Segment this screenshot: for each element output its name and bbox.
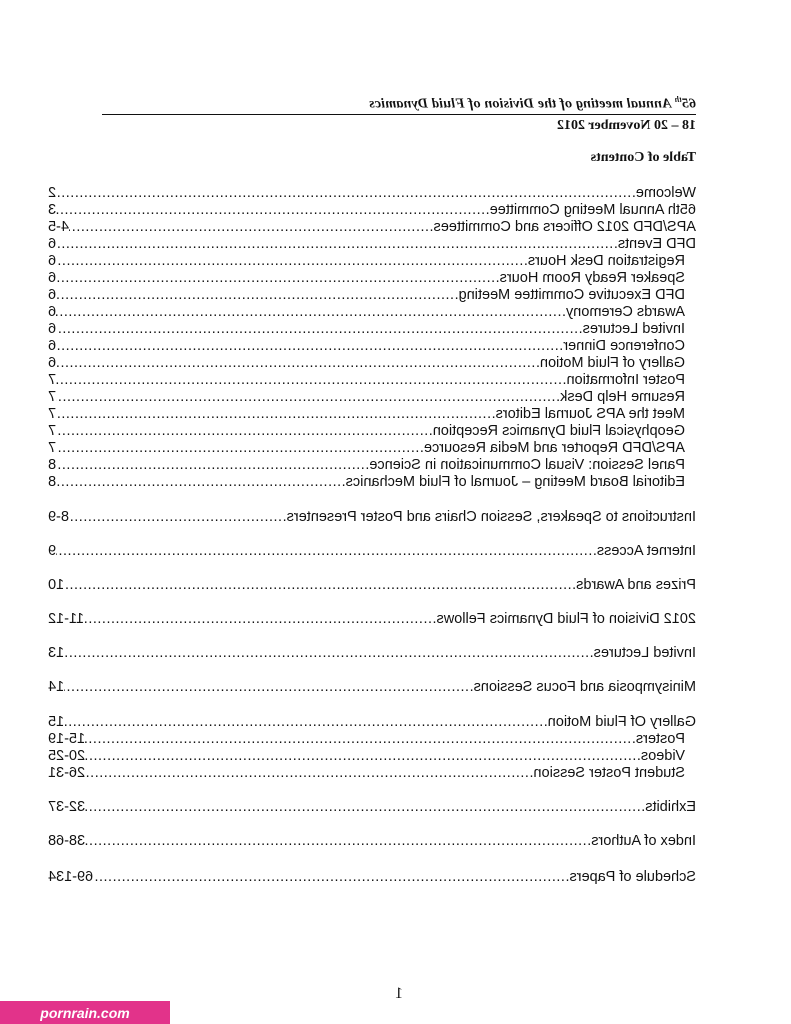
- toc-entry-page: 32-37: [48, 799, 86, 815]
- dot-leader: [84, 611, 436, 628]
- toc-entry: [48, 799, 696, 816]
- dot-leader: [56, 270, 500, 287]
- dot-leader: [56, 287, 458, 304]
- dot-leader: [85, 765, 533, 782]
- toc-entry-label: DFD Executive Committee Meeting: [458, 287, 685, 303]
- toc-entry: [48, 389, 696, 406]
- title-text: Annual meeting of the Division of Fluid Dynamics: [368, 96, 675, 112]
- toc-entry: [48, 833, 696, 850]
- toc-entry-page: 8: [48, 474, 57, 490]
- toc-entry-page: 38-68: [48, 833, 86, 849]
- toc-entry-page: 8: [48, 457, 57, 473]
- dot-leader: [56, 304, 566, 321]
- toc-entry: [48, 236, 696, 253]
- dot-leader: [64, 577, 576, 594]
- toc-entry-label: Panel Session: Visual Communication in Science: [369, 457, 685, 473]
- toc-entry-label: Invited Lectures: [593, 645, 696, 661]
- toc-entry: [48, 611, 696, 628]
- dot-leader: [85, 731, 636, 748]
- toc-entry-page: 26-31: [48, 765, 86, 781]
- watermark-banner: pornrain.com: [0, 1001, 170, 1024]
- toc-entry-page: 15: [48, 714, 65, 730]
- toc-entry-label: Conference Dinner: [563, 338, 685, 354]
- toc-entry-label: Meet the APS Journal Editors: [495, 406, 685, 422]
- toc-entry: [48, 440, 696, 457]
- toc-entry: [48, 509, 696, 526]
- toc-entry-page: 14: [48, 679, 65, 695]
- toc-heading: Table of Contents: [590, 150, 696, 165]
- dot-leader: [56, 423, 433, 440]
- dot-leader: [56, 457, 369, 474]
- toc-entry-label: Student Poster Session: [533, 765, 685, 781]
- toc-entry: [48, 304, 696, 321]
- dot-leader: [56, 236, 618, 253]
- toc-entry-page: 10: [48, 577, 65, 593]
- dot-leader: [69, 219, 434, 236]
- toc-entry: [48, 219, 696, 236]
- toc-entry-page: 13: [48, 645, 65, 661]
- header-rule: [102, 114, 696, 115]
- dot-leader: [56, 389, 560, 406]
- toc-entry: [48, 185, 696, 202]
- toc-entry-page: 8-9: [48, 509, 69, 525]
- toc-entry-page: 3: [48, 202, 57, 218]
- toc-entry: [48, 645, 696, 662]
- dot-leader: [56, 338, 563, 355]
- toc-entry-page: 20-25: [48, 748, 86, 764]
- toc-entry: [48, 714, 696, 731]
- toc-entry: [48, 372, 696, 389]
- toc-entry-page: 6: [48, 253, 57, 269]
- meeting-title: [369, 95, 696, 113]
- toc-entry-label: Welcome: [635, 185, 696, 201]
- toc-entry: [48, 270, 696, 287]
- toc-entry-label: DFD Events: [617, 236, 696, 252]
- toc-entry-label: Instructions to Speakers, Session Chairs and Poster Presenters: [286, 509, 696, 525]
- toc-entry-page: 7: [48, 440, 57, 456]
- dot-leader: [64, 645, 593, 662]
- title-number: 65: [681, 96, 696, 112]
- toc-entry-page: 11-12: [48, 611, 85, 627]
- toc-entry: [48, 321, 696, 338]
- toc-entry: [48, 423, 696, 440]
- toc-entry-page: 15-19: [48, 731, 86, 747]
- toc-entry: [48, 577, 696, 594]
- toc-entry-label: Poster Information: [566, 372, 685, 388]
- toc-entry-label: Registration Desk Hours: [527, 253, 685, 269]
- toc-entry: [48, 202, 696, 219]
- toc-entry-label: APS/DFD 2012 Officers and Committees: [433, 219, 696, 235]
- toc-entry: [48, 679, 696, 696]
- toc-entry: [48, 765, 696, 782]
- toc-entry: [48, 731, 696, 748]
- toc-entry: [48, 748, 696, 765]
- toc-entry-label: 65th Annual Meeting Committee: [489, 202, 696, 218]
- toc-entry-page: 9: [48, 543, 57, 559]
- toc-entry-page: 69-134: [48, 869, 94, 885]
- toc-entry-label: Awards Ceremony: [565, 304, 685, 320]
- toc-entry: [48, 457, 696, 474]
- toc-entry-page: 7: [48, 389, 57, 405]
- dot-leader: [56, 543, 597, 560]
- toc-entry-label: Geophysical Fluid Dynamics Reception: [432, 423, 685, 439]
- dot-leader: [56, 253, 528, 270]
- toc-entry-label: Exhibits: [645, 799, 696, 815]
- dot-leader: [85, 799, 645, 816]
- dot-leader: [69, 509, 287, 526]
- dot-leader: [64, 679, 473, 696]
- dot-leader: [93, 869, 569, 886]
- toc-entry-label: Speaker Ready Room Hours: [499, 270, 685, 286]
- dot-leader: [56, 321, 583, 338]
- toc-entry-label: Prizes and Awards: [576, 577, 696, 593]
- toc-entry: [48, 474, 696, 491]
- toc-entry: [48, 869, 696, 886]
- toc-entry-label: Minisymposia and Focus Sessions: [473, 679, 696, 695]
- toc-entry-page: 6: [48, 236, 57, 252]
- toc-entry-page: 6: [48, 304, 57, 320]
- toc-entry-page: 6: [48, 270, 57, 286]
- toc-entry-label: Gallery Of Fluid Motion: [547, 714, 696, 730]
- title-superscript: th: [674, 95, 682, 104]
- toc-entry-page: 7: [48, 423, 57, 439]
- toc-entry: [48, 338, 696, 355]
- toc-entry-label: 2012 Division of Fluid Dynamics Fellows: [436, 611, 696, 627]
- toc-entry-page: 6: [48, 321, 57, 337]
- toc-entry: [48, 543, 696, 560]
- toc-entry-page: 4-5: [48, 219, 69, 235]
- toc-entry-label: Editorial Board Meeting – Journal of Fluid Mechanics: [345, 474, 685, 490]
- toc-entry-label: Internet Access: [596, 543, 696, 559]
- toc-entry-page: 6: [48, 338, 57, 354]
- dot-leader: [56, 440, 424, 457]
- toc-entry-label: APS/DFD Reporter and Media Resource: [423, 440, 685, 456]
- toc-entry-label: Schedule of Papers: [569, 869, 696, 885]
- toc-entry-label: Gallery of Fluid Motion: [539, 355, 685, 371]
- toc-entry-page: 6: [48, 287, 57, 303]
- dot-leader: [56, 355, 540, 372]
- toc-entry-page: 6: [48, 355, 57, 371]
- toc-entry: [48, 253, 696, 270]
- toc-entry-page: 7: [48, 406, 57, 422]
- toc-entry: [48, 287, 696, 304]
- toc-entry-page: 2: [48, 185, 57, 201]
- dot-leader: [85, 748, 641, 765]
- toc-entry-page: 7: [48, 372, 57, 388]
- toc-entry: [48, 406, 696, 423]
- dot-leader: [56, 474, 346, 491]
- toc-entry-label: Resume Help Desk: [560, 389, 685, 405]
- dot-leader: [56, 185, 636, 202]
- dot-leader: [56, 372, 566, 389]
- toc-entry-label: Posters: [635, 731, 685, 747]
- toc-entry-label: Invited Lectures: [582, 321, 685, 337]
- dot-leader: [64, 714, 548, 731]
- dot-leader: [85, 833, 591, 850]
- toc-entry-label: Index of Authors: [591, 833, 696, 849]
- dot-leader: [56, 202, 490, 219]
- toc-entry-label: Videos: [640, 748, 685, 764]
- page-number: 1: [395, 985, 403, 1002]
- dot-leader: [56, 406, 496, 423]
- meeting-dates: 18 – 20 November 2012: [557, 118, 696, 133]
- toc-entry: [48, 355, 696, 372]
